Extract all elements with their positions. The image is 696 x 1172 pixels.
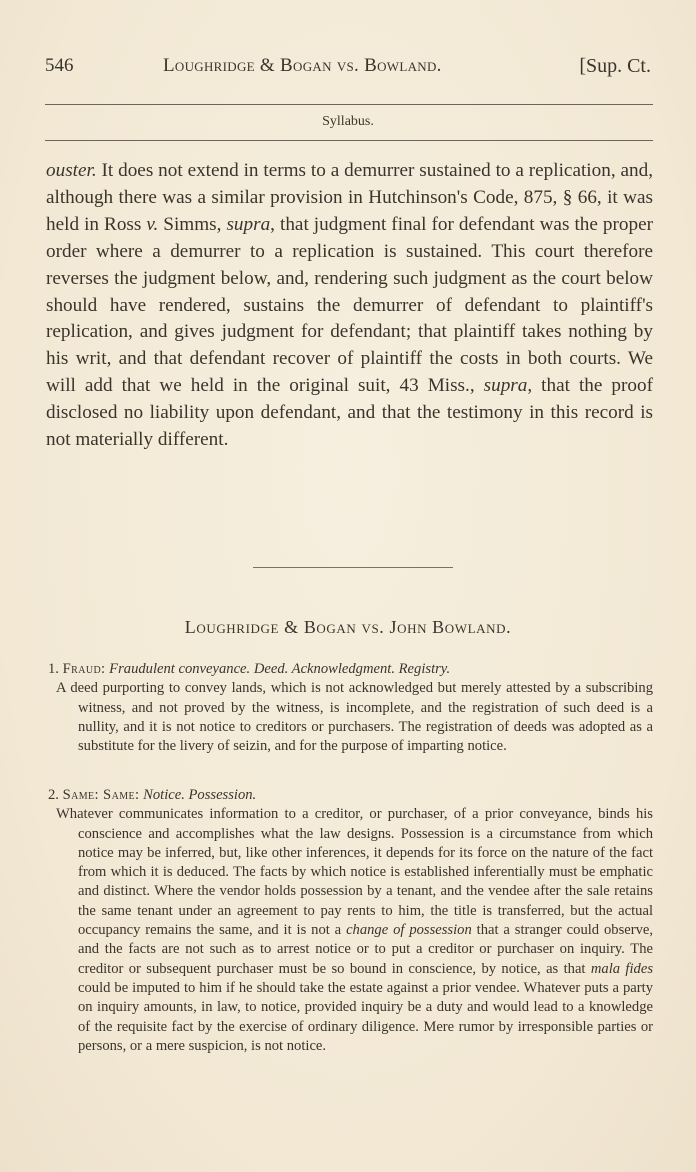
headnote-subtopics: Notice. Possession.: [143, 787, 257, 803]
headnote-body: [48, 805, 653, 1056]
header-rule-top: [45, 104, 653, 105]
headnote-body: [48, 679, 653, 756]
headnote-topic: Fraud:: [62, 661, 106, 677]
opinion-text: [46, 158, 653, 454]
running-title: Loughridge & Bogan vs. Bowland.: [163, 55, 442, 76]
section-label: Syllabus.: [322, 114, 374, 129]
text-run: that a stranger could observe, and the facts are not such as to arrest notice or to put a creditor or purchaser on inquiry. The creditor or subsequent purchaser must be so bound in conscience, by notice, as that: [78, 922, 654, 977]
headnote: [48, 660, 653, 756]
header-rule-bottom: [45, 140, 653, 141]
text-run: Whatever communicates information to a creditor, or purchaser, of a prior conveyance, binds his conscience and accomplishes what the law designs. Possession is a circumstance from which notice may be inferred, but, like other inferences, it depends for its force on the nature of the fact from which it is deduced. The facts by which notice is established inferentially must be emphatic and distinct. Where the vendor holds possession by a tenant, and the vendee after the sale retains the same tenant under an agreement to pay rents to him, the title is transferred, but the actual occupancy remains the same, and it is not a: [56, 806, 653, 939]
headnote-topic: Same: Same:: [62, 787, 140, 803]
italic-run: change of possession: [346, 922, 472, 939]
italic-run: mala fides: [590, 960, 653, 977]
text-run: , that judgment final for defendant was the proper order where a demurrer to a replication is sustained. This court therefore reverses the judgment below, and, rendering such judgment as the court below should have rendered, sustains the demurrer of defendant to plaintiff's replication, and gives judgment for defendant; that plaintiff takes nothing by his writ, and that defendant recover of plaintiff the costs in both courts. We will add that we held in the original suit, 43 Miss.,: [46, 213, 653, 397]
text-run: A deed purporting to convey lands, which is not acknowledged but merely attested by a subscribing witness, and not proved by the witness, is incomplete, and the registration of such deed is a nullity, and it is not notice to creditors or purchasers. The registration of deeds was adopted as a substitute for the livery of seizin, and for the purpose of imparting notice.: [56, 680, 653, 755]
italic-run: supra: [483, 375, 528, 397]
page-number: 546: [45, 55, 74, 76]
headnote-number: 2.: [48, 787, 59, 803]
running-head: [45, 55, 653, 85]
italic-run: supra: [226, 213, 271, 235]
case-title: Loughridge & Bogan vs. John Bowland.: [184, 617, 512, 637]
headnote-heading: [48, 660, 653, 679]
headnote-number: 1.: [48, 661, 59, 677]
court-label: [Sup. Ct.: [579, 55, 651, 77]
headnote: [48, 786, 653, 1056]
text-run: It does not extend in terms to a demurrer sustained to a replication, and, although there was a similar provision in Hutchinson's Code, 875, § 66, it was held in Ross: [46, 160, 653, 235]
section-divider: [253, 567, 453, 568]
italic-run: ouster.: [46, 160, 97, 181]
headnote-subtopics: Fraudulent conveyance. Deed. Acknowledgment. Registry.: [109, 661, 451, 677]
text-run: could be imputed to him if he should take the estate against a prior vendee. Whatever puts a party on inquiry amounts, in law, to notice, provided inquiry be a duty and would lead to a knowledge of the requisite fact by the exercise of ordinary diligence. Mere rumor by irresponsible parties or persons, or a mere suspicion, is not notice.: [78, 979, 653, 1054]
headnote-heading: [48, 786, 653, 805]
text-run: Simms,: [158, 213, 227, 235]
opinion-paragraph: [46, 158, 653, 454]
italic-run: v.: [146, 213, 159, 235]
text-run: , that the proof disclosed no liability upon defendant, and that the testimony in this record is not materially different.: [46, 375, 653, 451]
